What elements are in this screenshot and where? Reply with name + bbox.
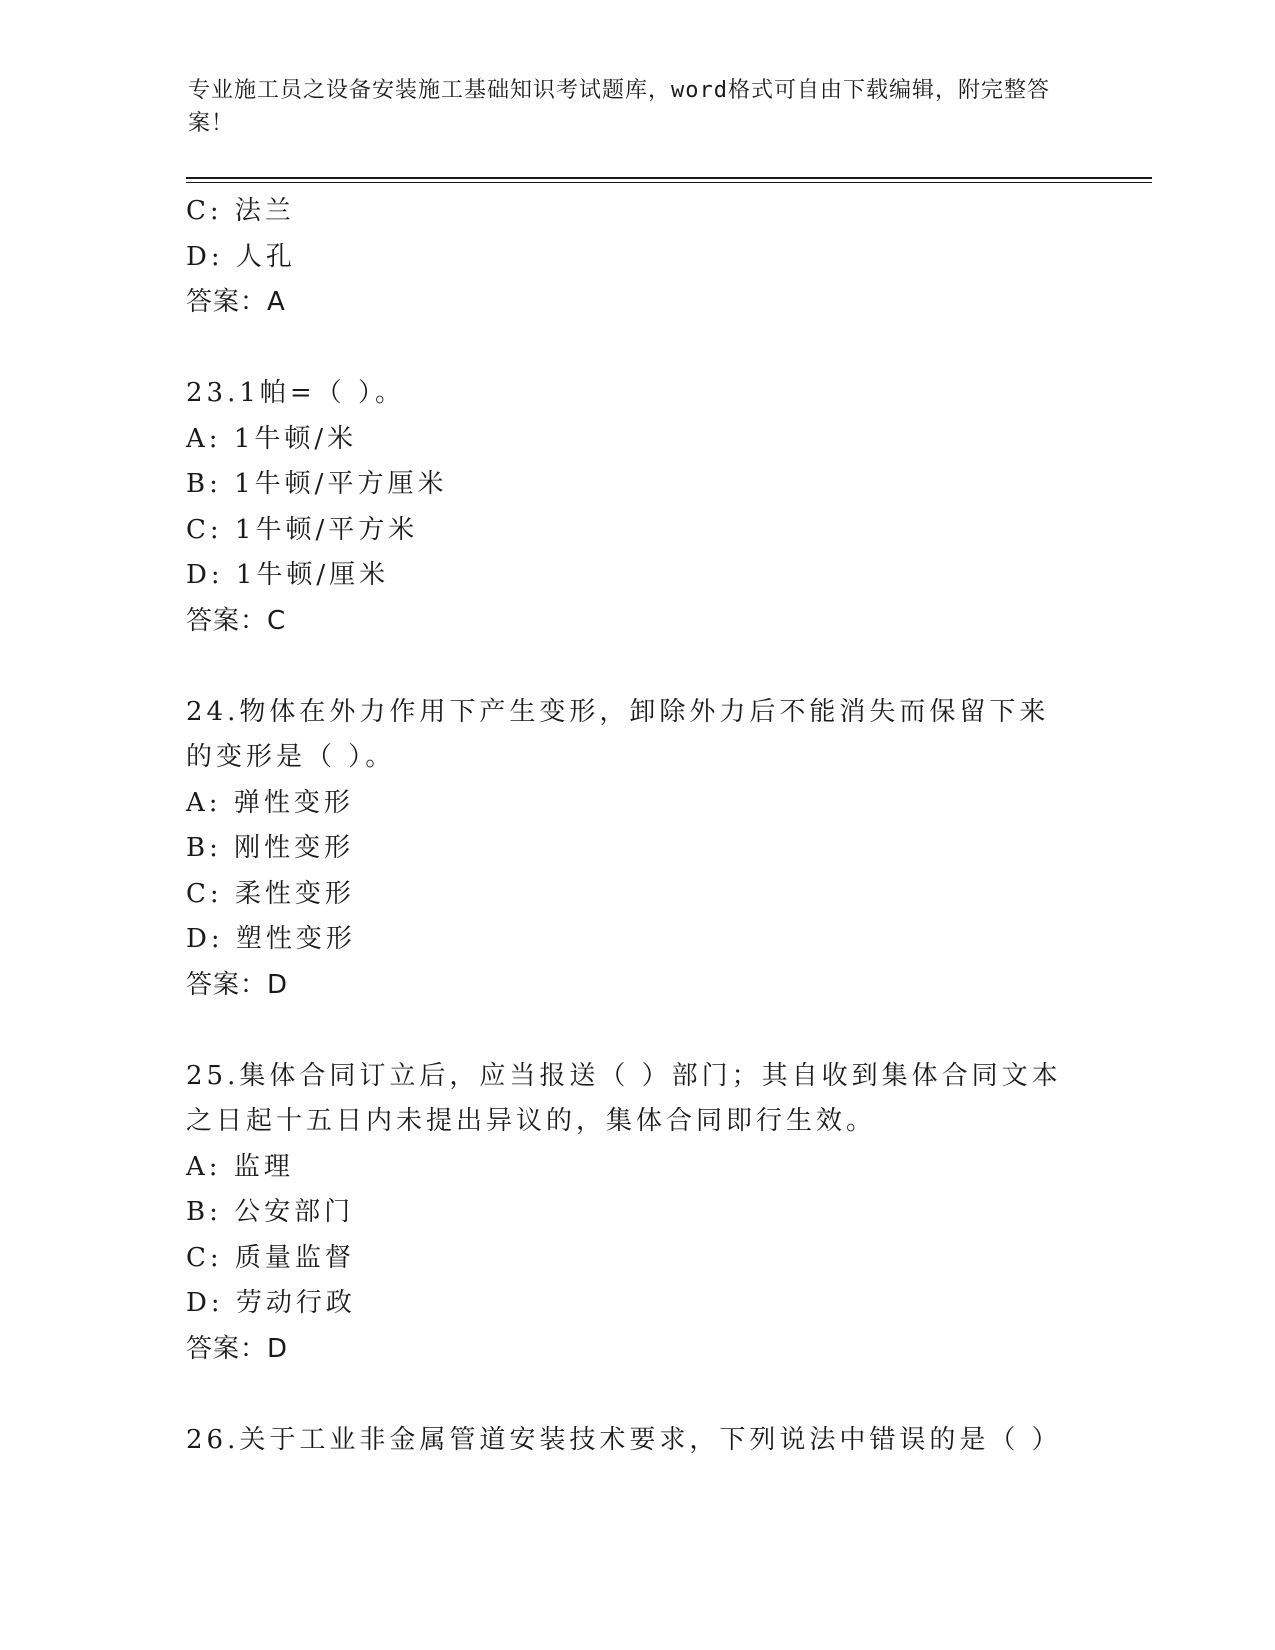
answer-line: 答案：A [186,287,286,317]
answer-line: 答案：D [186,969,289,1000]
option-c: C: 柔性变形 [186,878,355,909]
question-text: 26.关于工业非金属管道安装技术要求，下列说法中错误的是（ ） [186,1424,1062,1455]
question-23 [186,371,1086,644]
option-b: B: 刚性变形 [186,833,355,863]
answer-line: 答案：C [186,605,287,636]
option-a: A: 监理 [186,1151,294,1182]
option-c: C: 质量监督 [186,1242,355,1273]
answer-line: 答案：D [186,1333,289,1364]
question-text: 25.集体合同订立后，应当报送（ ）部门；其自收到集体合同文本之日起十五日内未提出异议的，集体合同即行生效。 [186,1060,1062,1136]
option-c: C: 法兰 [186,196,295,226]
header-rule-thick [186,177,1152,179]
question-content [186,189,1086,1463]
question-text: 23.1帕=（ ）。 [186,378,405,408]
spacer [186,326,1086,372]
spacer [186,1008,1086,1054]
question-26 [186,1418,1086,1464]
document-header: 专业施工员之设备安装施工基础知识考试题库，word格式可自由下载编辑，附完整答案！ [188,78,1050,136]
option-a: A: 弹性变形 [186,787,354,818]
option-a: A: 1牛顿/米 [186,423,358,454]
option-d: D: 塑性变形 [186,924,356,954]
option-d: D: 劳动行政 [186,1288,356,1318]
option-c: C: 1牛顿/平方米 [186,514,419,545]
header-rule-thin [186,182,1152,183]
question-text: 24.物体在外力作用下产生变形，卸除外力后不能消失而保留下来的变形是（ ）。 [186,696,1050,772]
previous-question-tail [186,189,1086,326]
option-b: B: 公安部门 [186,1197,355,1227]
option-d: D: 1牛顿/厘米 [186,560,390,590]
spacer [186,644,1086,690]
option-b: B: 1牛顿/平方厘米 [186,469,448,499]
option-d: D: 人孔 [186,241,296,272]
spacer [186,1372,1086,1418]
question-24 [186,690,1086,1009]
question-25 [186,1054,1086,1373]
